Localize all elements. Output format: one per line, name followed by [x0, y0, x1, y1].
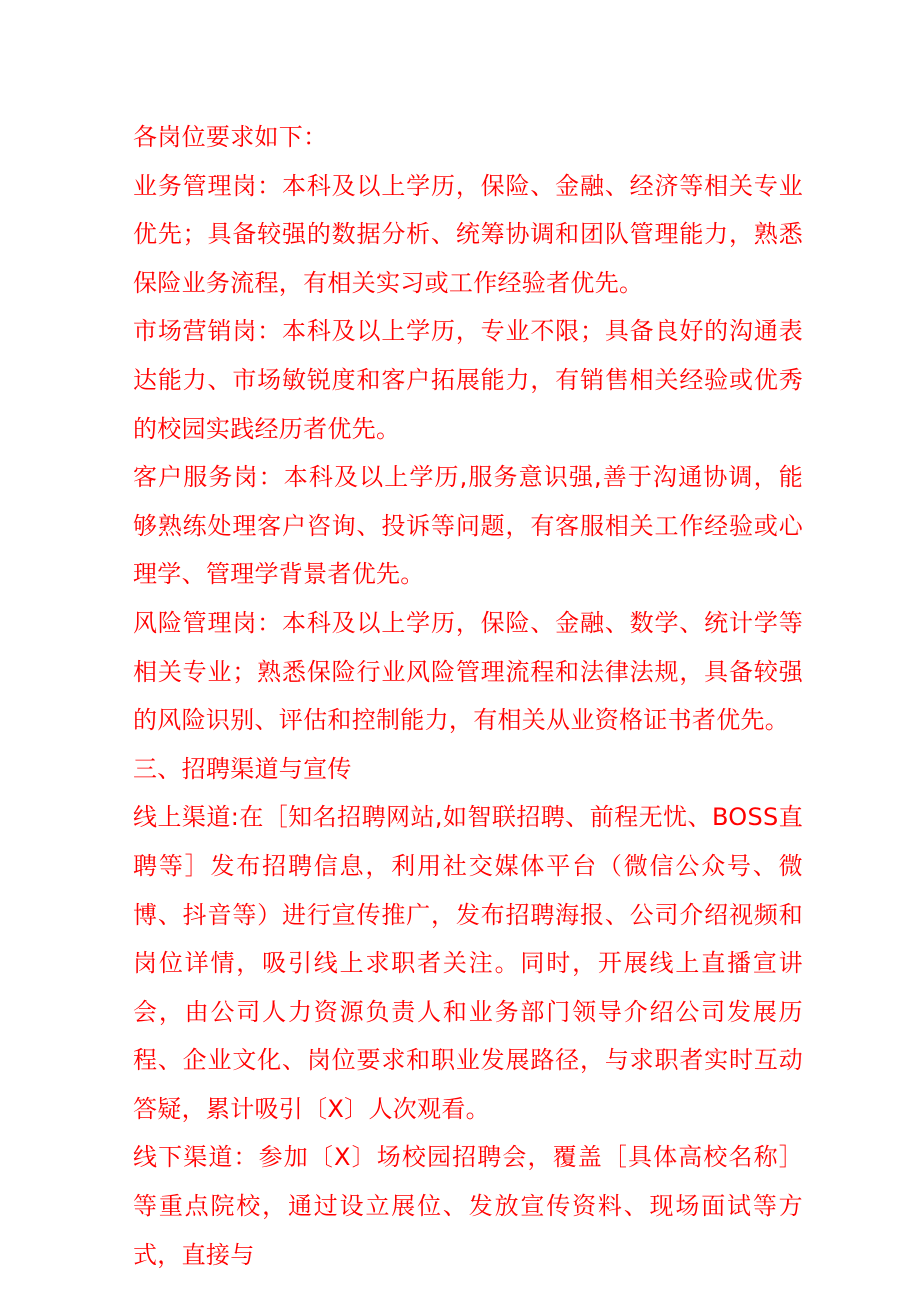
intro-heading: 各岗位要求如下： [133, 123, 328, 151]
section-heading-recruitment-channels: 三、招聘渠道与宣传 [133, 754, 352, 783]
risk-management-requirements: 风险管理岗：本科及以上学历，保险、金融、数学、统计学等相关专业；熟悉保险行业风险管理流程和法律法规，具备较强的风险识别、评估和控制能力，有相关从业资格证书者优先。 [133, 608, 803, 735]
document-body [133, 113, 803, 1279]
offline-channels-paragraph: 线下渠道：参加〔X〕场校园招聘会，覆盖［具体高校名称］等重点院校，通过设立展位、发放宣传资料、现场面试等方式，直接与 [133, 1143, 803, 1269]
marketing-requirements: 市场营销岗：本科及以上学历，专业不限；具备良好的沟通表达能力、市场敏锐度和客户拓展能力，有销售相关经验或优秀的校园实践经历者优先。 [133, 317, 803, 443]
business-management-requirements: 业务管理岗：本科及以上学历，保险、金融、经济等相关专业优先；具备较强的数据分析、统筹协调和团队管理能力，熟悉保险业务流程，有相关实习或工作经验者优先。 [133, 171, 803, 297]
customer-service-requirements: 客户服务岗：本科及以上学历,服务意识强,善于沟通协调，能够熟练处理客户咨询、投诉等问题，有客服相关工作经验或心理学、管理学背景者优先。 [133, 463, 803, 589]
online-channels-paragraph: 线上渠道:在［知名招聘网站,如智联招聘、前程无忧、BOSS直聘等］发布招聘信息，利用社交媒体平台（微信公众号、微博、抖音等）进行宣传推广，发布招聘海报、公司介绍视频和岗位详情，吸引线上求职者关注。同时，开展线上直播宣讲会，由公司人力资源负责人和业务部门领导介绍公司发展历程、企业文化、岗位要求和职业发展路径，与求职者实时互动答疑，累计吸引〔X〕人次观看。 [133, 803, 803, 1123]
